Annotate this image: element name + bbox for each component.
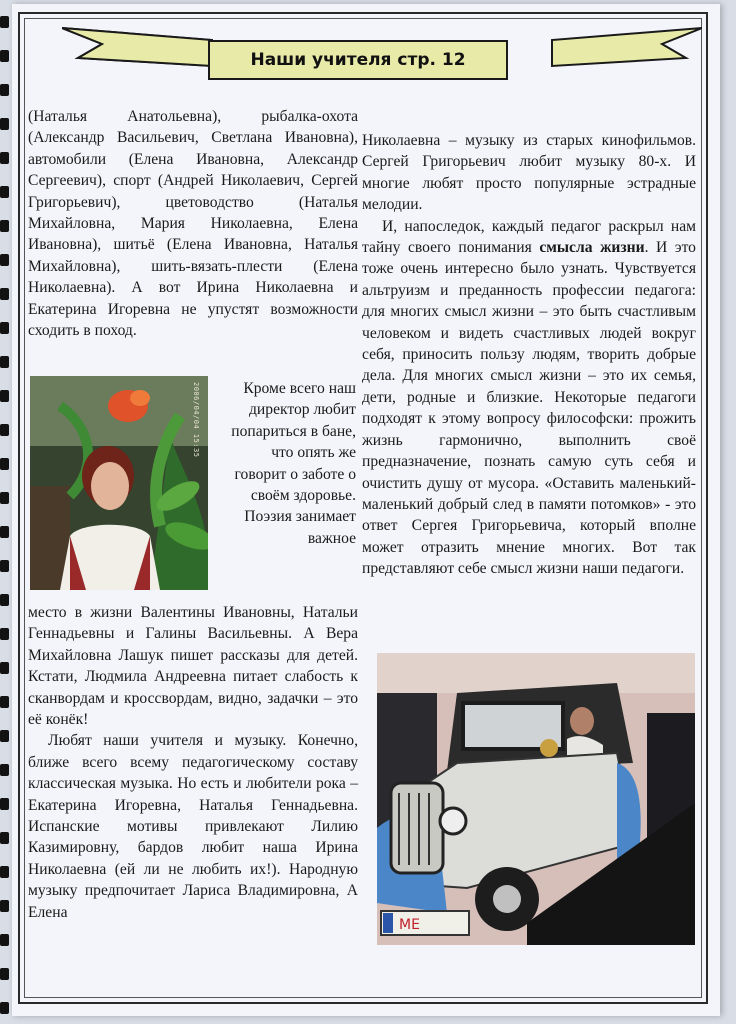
binding-ring: [0, 696, 9, 708]
binding-ring: [0, 84, 9, 96]
poetry-start-text: Поэзия занимает важное: [244, 508, 356, 547]
binding-ring: [0, 526, 9, 538]
binding-ring: [0, 560, 9, 572]
binding-ring: [0, 628, 9, 640]
teacher-photo: [30, 376, 208, 590]
page-title: Наши учителя стр. 12: [208, 40, 508, 80]
left-column-bottom: [28, 602, 358, 923]
hobbies-paragraph: (Наталья Анатольевна), рыбалка-охота (Александр Васильевич, Светлана Ивановна), автомобили (Елена Ивановна, Александр Сергеевич), спорт (Андрей Николаевич, Сергей Григорьевич), цветоводство (Наталья Михайловна, Мария Николаевна, Елена Ивановна), шитьё (Елена Ивановна, Наталья Михайловна), шить-вязать-плести (Елена Николаевна). А вот Ирина Николаевна и Екатерина Игоревна не упустят возможности сходить в поход.: [28, 108, 358, 340]
right-column: [362, 130, 696, 580]
music-continued-paragraph: Николаевна – музыку из старых кинофильмов. Сергей Григорьевич любит музыку 80-х. И многие любят просто популярные эстрадные мелодии.: [362, 132, 696, 214]
binding-ring: [0, 866, 9, 878]
binding-ring: [0, 152, 9, 164]
meaning-bold-phrase: смысла жизни: [539, 239, 645, 257]
binding-ring: [0, 1002, 9, 1014]
binding-ring: [0, 16, 9, 28]
binding-ring: [0, 356, 9, 368]
binding-ring: [0, 186, 9, 198]
binding-ring: [0, 458, 9, 470]
binding-ring: [0, 390, 9, 402]
left-column-top: [28, 106, 358, 341]
binding-ring: [0, 968, 9, 980]
meaning-text-end: . И это тоже очень интересно было узнать. Чувствуется альтруизм и преданность профессии педагога: для многих смысл жизни – это быть счастливым человеком и видеть счастливых людей вокруг себя, приносить пользу людям, творить добрые дела. Для многих смысл жизни – это их семья, дети, родные и близкие. Некоторые педагоги подходят к этому вопросу философски: прожить жизнь гармонично, выполнить своё предназначение, познать самую суть себя и очистить душу от мусора. «Оставить маленький-маленький добрый след в памяти потомков» - это ответ Сергея Григорьевича, который вполне может отразить мнение многих. Вот так представляют себе смысл жизни наши педагоги.: [362, 239, 696, 578]
binding-ring: [0, 492, 9, 504]
binding-ring: [0, 118, 9, 130]
binding-ring: [0, 832, 9, 844]
newsletter-page: [12, 4, 720, 1016]
binding-ring: [0, 424, 9, 436]
director-paragraph: [216, 378, 356, 549]
meaning-text-start: И, напоследок, каждый педагог раскрыл нам тайну своего понимания: [362, 217, 696, 257]
binding-ring: [0, 764, 9, 776]
meaning-of-life-paragraph: [362, 216, 696, 580]
binding-ring: [0, 934, 9, 946]
binding-ring: [0, 662, 9, 674]
binding-ring: [0, 322, 9, 334]
photo-date-stamp: 2006/04/04 15:35: [192, 382, 200, 458]
director-text: Кроме всего наш директор любит попариться в бане, что опять же говорит о заботе о своём здоровье.: [231, 380, 356, 505]
binding-ring: [0, 900, 9, 912]
binding-ring: [0, 254, 9, 266]
car-plate-text: ME: [399, 917, 420, 933]
binding-ring: [0, 50, 9, 62]
vintage-car-photo: [377, 653, 695, 945]
poetry-paragraph: место в жизни Валентины Ивановны, Натальи Геннадьевны и Галины Васильевны. А Вера Михайловна Лашук пишет рассказы для детей. Кстати, Людмила Андреевна питает слабость к сканвордам и кроссвордам, видно, задачки – это её конёк!: [28, 604, 358, 729]
binding-ring: [0, 798, 9, 810]
music-paragraph: Любят наши учителя и музыку. Конечно, ближе всего всему педагогическому составу классическая музыка. Но есть и любители рока – Екатерина Игоревна, Наталья Геннадьевна. Испанские мотивы привлекают Лилию Казимировну, бардов любит наша Ирина Николаевна (ей ли не любить их!). Народную музыку предпочитает Лариса Владимировна, А Елена: [28, 732, 358, 921]
binding-ring: [0, 730, 9, 742]
binding-ring: [0, 594, 9, 606]
binding-ring: [0, 220, 9, 232]
binding-ring: [0, 288, 9, 300]
